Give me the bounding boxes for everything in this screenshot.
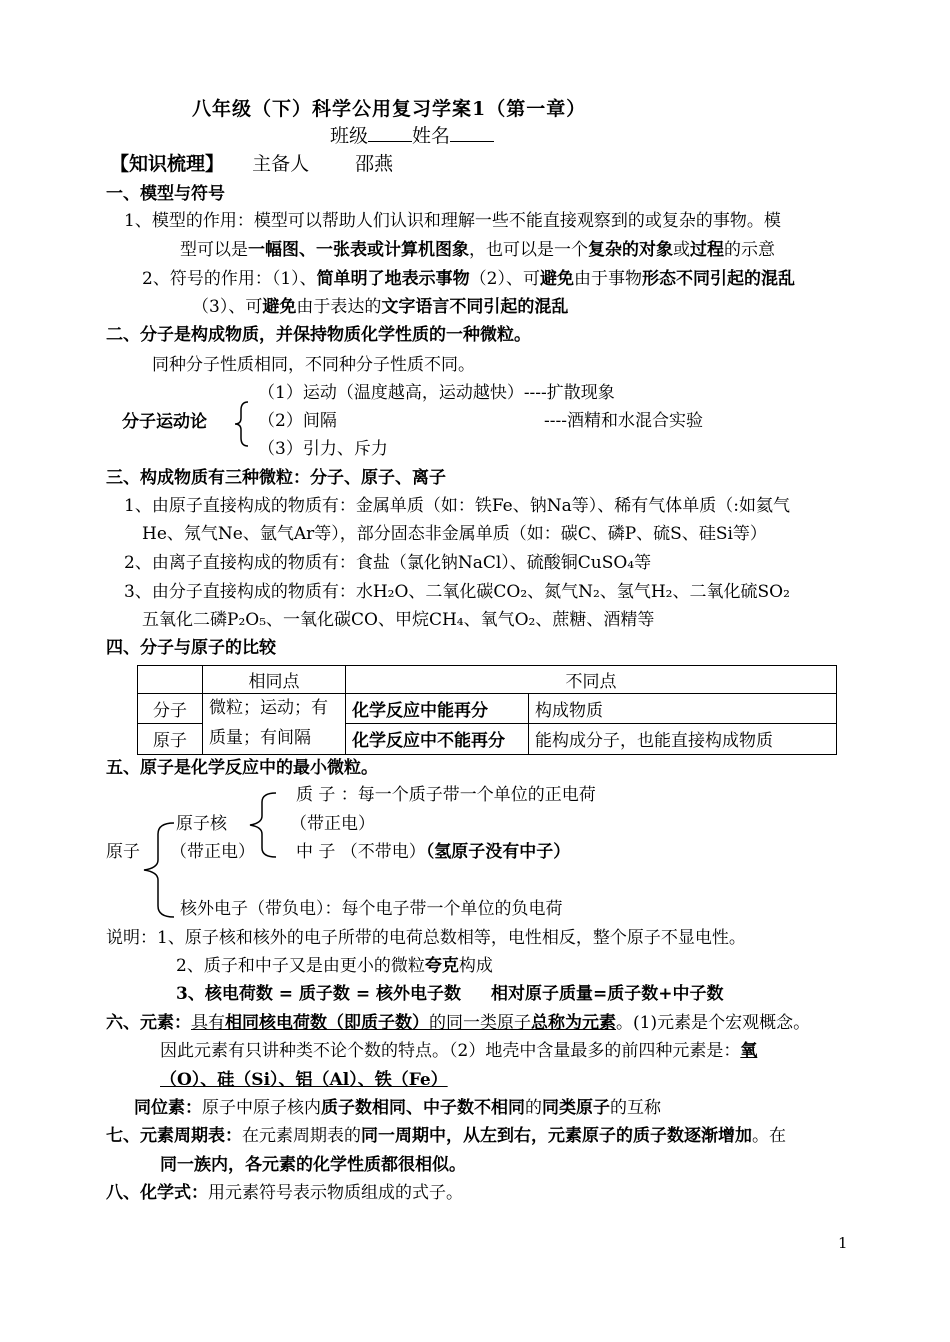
knowledge-heading: 【知识梳理】 — [110, 153, 225, 175]
section-7-line2: 同一族内，各元素的化学性质都很相似。 — [160, 1155, 466, 1175]
name-blank[interactable] — [450, 127, 494, 142]
class-label: 班级 — [330, 125, 369, 147]
section-4-heading: 四、分子与原子的比较 — [106, 638, 276, 658]
s1-para3: （3）、可避免由于表达的文字语言不同引起的混乱 — [192, 297, 569, 317]
isotope-line: 同位素：原子中原子核内质子数相同、中子数不相同的同类原子的互称 — [134, 1098, 661, 1118]
neutron-line: 中 子 （不带电）（氢原子没有中子） — [296, 842, 571, 862]
section-6-line3: （O）、硅（Si）、铝（Al）、铁（Fe） — [160, 1070, 448, 1090]
name-label: 姓名 — [412, 125, 451, 147]
section-5-heading: 五、原子是化学反应中的最小微粒。 — [106, 758, 378, 778]
page-title: 八年级（下）科学公用复习学案1（第一章） — [192, 98, 587, 120]
section-6-line1: 六、元素：具有相同核电荷数（即质子数）的同一类原子总称为元素。(1)元素是个宏观概念。 — [106, 1013, 811, 1033]
motion-item-3: （3）引力、斥力 — [258, 439, 388, 459]
note-3: 3、核电荷数 = 质子数 = 核外电子数 相对原子质量=质子数+中子数 — [176, 984, 724, 1004]
molecule-diff-2: 构成物质 — [529, 694, 837, 724]
header-same: 相同点 — [203, 666, 346, 694]
preparer-name: 邵燕 — [355, 153, 394, 175]
knowledge-line — [110, 154, 393, 176]
s3-line1b: He、氖气Ne、氩气Ar等），部分固态非金属单质（如：碳C、磷P、硫S、硅Si等） — [142, 524, 767, 544]
section-7-line1: 七、元素周期表：在元素周期表的同一周期中，从左到右，元素原子的质子数逐渐增加。在 — [106, 1126, 786, 1146]
same-points-cell: 微粒；运动；有 质量；有间隔 — [203, 694, 346, 755]
motion-label: 分子运动论 — [122, 412, 207, 432]
motion-item-2: （2）间隔 — [258, 411, 337, 431]
header-diff: 不同点 — [346, 666, 837, 694]
s3-line2: 2、由离子直接构成的物质有：食盐（氯化钠NaCl）、硫酸铜CuSO₄等 — [124, 553, 652, 573]
atom-brace-icon — [140, 820, 180, 920]
s2-line: 同种分子性质相同，不同种分子性质不同。 — [152, 355, 475, 375]
atom-label: 原子 — [106, 842, 140, 862]
page-number: 1 — [838, 1234, 848, 1252]
row-molecule-name: 分子 — [138, 694, 203, 724]
electron-line: 核外电子（带负电）：每个电子带一个单位的负电荷 — [180, 899, 563, 919]
s1-para2: 2、符号的作用：（1）、简单明了地表示事物（2）、可避免由于事物形态不同引起的混乱 — [142, 269, 795, 289]
table-row-molecule — [138, 694, 837, 724]
comparison-table — [137, 665, 837, 755]
s3-line3b: 五氧化二磷P₂O₅、一氧化碳CO、甲烷CH₄、氧气O₂、蔗糖、酒精等 — [142, 610, 655, 630]
section-3-heading: 三、构成物质有三种微粒：分子、原子、离子 — [106, 468, 446, 488]
molecule-diff-1: 化学反应中能再分 — [346, 694, 529, 724]
atom-diff-2: 能构成分子，也能直接构成物质 — [529, 724, 837, 754]
section-8-heading: 八、化学式： — [106, 1183, 208, 1203]
class-name-line — [330, 126, 494, 148]
motion-item-1: （1）运动（温度越高，运动越快）----扩散现象 — [258, 383, 615, 403]
preparer-label: 主备人 — [252, 153, 310, 175]
nucleus-charge: （带正电） — [170, 842, 255, 862]
atom-diff-1: 化学反应中不能再分 — [346, 724, 529, 754]
s3-line1a: 1、由原子直接构成的物质有：金属单质（如：铁Fe、钠Na等）、稀有气体单质（:如氦气 — [124, 496, 790, 516]
table-header-row — [138, 666, 837, 694]
section-6-heading: 六、元素： — [106, 1013, 191, 1033]
note-1: 说明：1、原子核和核外的电子所带的电荷总数相等，电性相反，整个原子不显电性。 — [106, 928, 746, 948]
row-atom-name: 原子 — [138, 724, 203, 754]
section-1-heading: 一、模型与符号 — [106, 184, 225, 204]
proton-line: 质 子 ：每一个质子带一个单位的正电荷 — [296, 785, 596, 805]
section-7-heading: 七、元素周期表： — [106, 1126, 242, 1146]
proton-charge: （带正电） — [290, 814, 375, 834]
note-2: 2、质子和中子又是由更小的微粒夸克构成 — [176, 956, 493, 976]
s1-para1-line1: 1、模型的作用：模型可以帮助人们认识和理解一些不能直接观察到的或复杂的事物。模 — [124, 211, 781, 231]
class-blank[interactable] — [368, 127, 412, 142]
section-6-line2: 因此元素有只讲种类不论个数的特点。（2）地壳中含量最多的前四种元素是：氧 — [160, 1041, 758, 1061]
nucleus-label: 原子核 — [176, 814, 227, 834]
table-corner-cell — [138, 666, 203, 694]
motion-brace-icon — [232, 400, 252, 448]
s3-line3a: 3、由分子直接构成的物质有：水H₂O、二氧化碳CO₂、氮气N₂、氢气H₂、二氧化硫SO₂ — [124, 582, 790, 602]
section-8-line: 八、化学式：用元素符号表示物质组成的式子。 — [106, 1183, 463, 1203]
section-2-heading: 二、分子是构成物质，并保持物质化学性质的一种微粒。 — [106, 325, 531, 345]
motion-item-2-note: ----酒精和水混合实验 — [544, 411, 703, 431]
s1-para1-line2: 型可以是一幅图、一张表或计算机图象，也可以是一个复杂的对象或过程的示意 — [180, 240, 775, 260]
